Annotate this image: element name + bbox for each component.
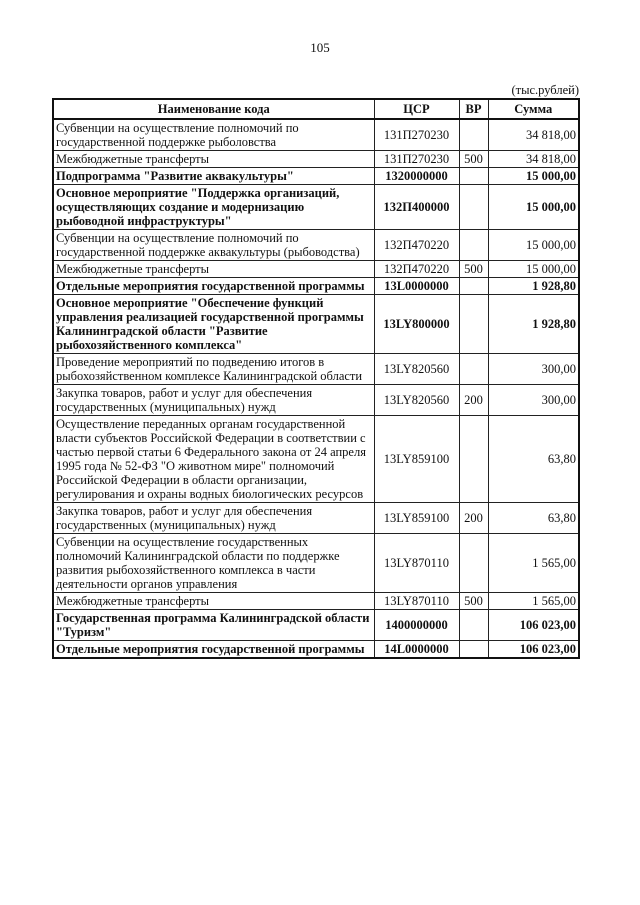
table-row — [53, 230, 579, 261]
cell-name: Отдельные мероприятия государственной программы — [53, 278, 374, 295]
cell-code: 13LY870110 — [374, 593, 459, 610]
cell-vr — [459, 534, 488, 593]
cell-vr: 500 — [459, 151, 488, 168]
header-sum: Сумма — [488, 99, 579, 119]
cell-vr — [459, 354, 488, 385]
cell-name: Субвенции на осуществление полномочий по государственной поддержке аквакультуры (рыбоводства) — [53, 230, 374, 261]
cell-name: Межбюджетные трансферты — [53, 151, 374, 168]
cell-vr: 500 — [459, 261, 488, 278]
cell-name: Субвенции на осуществление государственных полномочий Калининградской области по поддержке развития рыбохозяйственного комплекса в части деятельности органов управления — [53, 534, 374, 593]
table-row — [53, 295, 579, 354]
cell-code: 13LY870110 — [374, 534, 459, 593]
cell-name: Закупка товаров, работ и услуг для обеспечения государственных (муниципальных) нужд — [53, 503, 374, 534]
table-row — [53, 119, 579, 151]
cell-vr: 200 — [459, 385, 488, 416]
table-row — [53, 354, 579, 385]
cell-code: 1320000000 — [374, 168, 459, 185]
cell-vr — [459, 416, 488, 503]
cell-name: Основное мероприятие "Обеспечение функций управления реализацией государственной программы Калининградской области "Развитие рыбохозяйственного комплекса" — [53, 295, 374, 354]
cell-name: Закупка товаров, работ и услуг для обеспечения государственных (муниципальных) нужд — [53, 385, 374, 416]
cell-code: 131П270230 — [374, 119, 459, 151]
cell-code: 132П470220 — [374, 261, 459, 278]
cell-sum: 1 928,80 — [488, 278, 579, 295]
cell-sum: 15 000,00 — [488, 261, 579, 278]
cell-sum: 1 565,00 — [488, 593, 579, 610]
budget-table — [52, 98, 580, 659]
table-row — [53, 503, 579, 534]
table-row — [53, 151, 579, 168]
cell-code: 13LY820560 — [374, 354, 459, 385]
cell-vr — [459, 278, 488, 295]
cell-name: Проведение мероприятий по подведению итогов в рыбохозяйственном комплексе Калининградской области — [53, 354, 374, 385]
cell-sum: 63,80 — [488, 416, 579, 503]
table-row — [53, 168, 579, 185]
table-row — [53, 278, 579, 295]
table-row — [53, 185, 579, 230]
cell-name: Подпрограмма "Развитие аквакультуры" — [53, 168, 374, 185]
cell-sum: 106 023,00 — [488, 641, 579, 659]
cell-code: 132П400000 — [374, 185, 459, 230]
cell-vr — [459, 185, 488, 230]
cell-vr — [459, 168, 488, 185]
cell-code: 13LY859100 — [374, 416, 459, 503]
cell-sum: 15 000,00 — [488, 168, 579, 185]
table-row — [53, 416, 579, 503]
cell-name: Отдельные мероприятия государственной программы — [53, 641, 374, 659]
cell-vr: 200 — [459, 503, 488, 534]
table-row — [53, 385, 579, 416]
cell-code: 132П470220 — [374, 230, 459, 261]
cell-name: Основное мероприятие "Поддержка организаций, осуществляющих создание и модернизацию рыбоводной инфраструктуры" — [53, 185, 374, 230]
table-body — [53, 119, 579, 658]
header-code: ЦСР — [374, 99, 459, 119]
cell-code: 13LY800000 — [374, 295, 459, 354]
cell-code: 131П270230 — [374, 151, 459, 168]
cell-sum: 106 023,00 — [488, 610, 579, 641]
cell-name: Государственная программа Калининградской области "Туризм" — [53, 610, 374, 641]
table-row — [53, 641, 579, 659]
cell-code: 13LY859100 — [374, 503, 459, 534]
cell-sum: 300,00 — [488, 354, 579, 385]
cell-name: Межбюджетные трансферты — [53, 261, 374, 278]
page-number: 105 — [310, 40, 330, 55]
cell-name: Субвенции на осуществление полномочий по государственной поддержке рыболовства — [53, 119, 374, 151]
cell-sum: 1 928,80 — [488, 295, 579, 354]
cell-vr — [459, 641, 488, 659]
cell-code: 13LY820560 — [374, 385, 459, 416]
table-row — [53, 610, 579, 641]
cell-code: 13L0000000 — [374, 278, 459, 295]
table-row — [53, 261, 579, 278]
cell-vr — [459, 610, 488, 641]
cell-code: 14L0000000 — [374, 641, 459, 659]
header-name: Наименование кода — [53, 99, 374, 119]
unit-note: (тыс.рублей) — [511, 83, 579, 97]
cell-name: Межбюджетные трансферты — [53, 593, 374, 610]
cell-sum: 300,00 — [488, 385, 579, 416]
cell-code: 1400000000 — [374, 610, 459, 641]
header-vr: ВР — [459, 99, 488, 119]
cell-sum: 1 565,00 — [488, 534, 579, 593]
cell-sum: 15 000,00 — [488, 230, 579, 261]
cell-vr — [459, 230, 488, 261]
cell-sum: 15 000,00 — [488, 185, 579, 230]
cell-vr — [459, 119, 488, 151]
cell-sum: 34 818,00 — [488, 151, 579, 168]
table-row — [53, 593, 579, 610]
cell-sum: 63,80 — [488, 503, 579, 534]
table-row — [53, 534, 579, 593]
cell-vr: 500 — [459, 593, 488, 610]
cell-vr — [459, 295, 488, 354]
table-header-row — [53, 99, 579, 119]
cell-name: Осуществление переданных органам государственной власти субъектов Российской Федерации в соответствии с частью первой статьи 6 Федерального закона от 24 апреля 1995 года № 52-ФЗ "О животном мире" полномочий Российской Федерации в области организации, регулирования и охраны водных биологических ресурсов — [53, 416, 374, 503]
cell-sum: 34 818,00 — [488, 119, 579, 151]
